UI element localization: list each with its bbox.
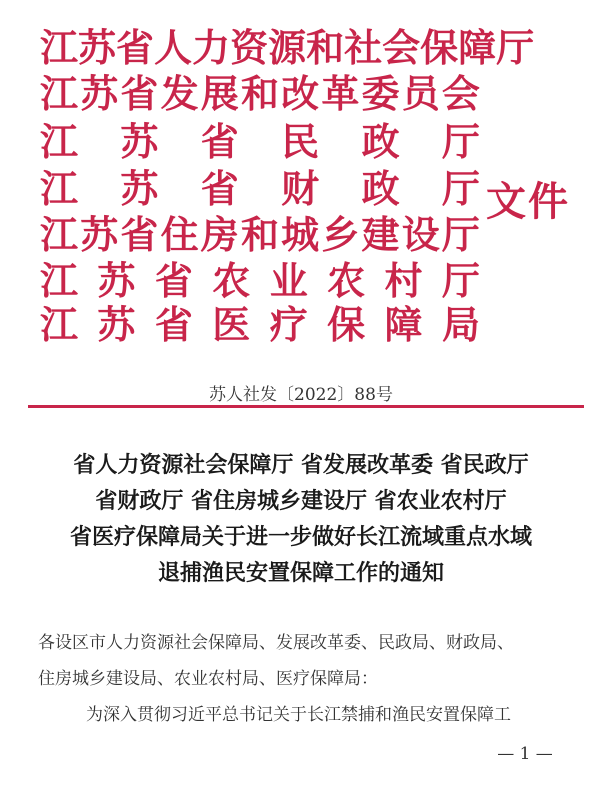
page-number: — 1 — bbox=[497, 744, 553, 764]
agency-char: 源 bbox=[268, 25, 307, 70]
agency-char: 乡 bbox=[321, 212, 360, 257]
agency-char: 省 bbox=[120, 71, 159, 116]
agency-char: 厅 bbox=[496, 25, 535, 70]
agency-char: 厅 bbox=[441, 119, 480, 164]
agency-char: 发 bbox=[160, 71, 199, 116]
document-number: 苏人社发〔2022〕88号 bbox=[209, 385, 393, 405]
agency-char: 员 bbox=[401, 71, 440, 116]
agency-name-3 bbox=[40, 120, 480, 164]
agency-char: 力 bbox=[192, 25, 231, 70]
agency-name-6 bbox=[40, 259, 480, 303]
agency-char: 财 bbox=[281, 166, 320, 211]
agency-char: 局 bbox=[441, 302, 480, 347]
agency-char: 厅 bbox=[441, 212, 480, 257]
agency-char: 村 bbox=[384, 258, 423, 303]
agency-char: 苏 bbox=[97, 302, 136, 347]
body-paragraph-line: 为深入贯彻习近平总书记关于长江禁捕和渔民安置保障工 bbox=[86, 705, 511, 725]
agency-char: 省 bbox=[120, 212, 159, 257]
agency-char: 厅 bbox=[441, 166, 480, 211]
agency-char: 江 bbox=[40, 71, 79, 116]
recipients-line-2: 住房城乡建设局、农业农村局、医疗保障局： bbox=[38, 669, 378, 689]
agency-char: 苏 bbox=[80, 71, 119, 116]
notice-title-line-1: 省人力资源社会保障厅 省发展改革委 省民政厅 bbox=[73, 452, 529, 478]
agency-char: 江 bbox=[40, 212, 79, 257]
agency-name-4 bbox=[40, 167, 480, 211]
notice-title-line-2: 省财政厅 省住房城乡建设厅 省农业农村厅 bbox=[95, 488, 507, 514]
agency-char: 业 bbox=[269, 258, 308, 303]
agency-char: 苏 bbox=[120, 119, 159, 164]
agency-char: 和 bbox=[240, 212, 279, 257]
agency-char: 苏 bbox=[78, 25, 117, 70]
agency-char: 障 bbox=[458, 25, 497, 70]
agency-char: 医 bbox=[212, 302, 251, 347]
agency-char: 江 bbox=[40, 166, 79, 211]
document-suffix: 文件 bbox=[486, 178, 570, 225]
agency-name-1 bbox=[40, 25, 535, 70]
agency-char: 苏 bbox=[80, 212, 119, 257]
agency-char: 会 bbox=[382, 25, 421, 70]
notice-title-line-3: 省医疗保障局关于进一步做好长江流域重点水域 bbox=[69, 524, 532, 550]
red-divider-line bbox=[28, 405, 584, 408]
agency-char: 农 bbox=[327, 258, 366, 303]
agency-char: 民 bbox=[281, 119, 320, 164]
agency-char: 设 bbox=[401, 212, 440, 257]
agency-char: 苏 bbox=[97, 258, 136, 303]
agency-char: 革 bbox=[321, 71, 360, 116]
agency-char: 厅 bbox=[441, 258, 480, 303]
agency-char: 江 bbox=[40, 258, 79, 303]
agency-name-2 bbox=[40, 72, 480, 116]
agency-char: 政 bbox=[361, 119, 400, 164]
agency-char: 疗 bbox=[269, 302, 308, 347]
agency-char: 省 bbox=[116, 25, 155, 70]
agency-char: 保 bbox=[327, 302, 366, 347]
agency-char: 委 bbox=[361, 71, 400, 116]
agency-char: 江 bbox=[40, 302, 79, 347]
agency-char: 城 bbox=[281, 212, 320, 257]
agency-char: 住 bbox=[160, 212, 199, 257]
notice-title-line-4: 退捕渔民安置保障工作的通知 bbox=[157, 560, 444, 586]
agency-char: 社 bbox=[344, 25, 383, 70]
agency-char: 省 bbox=[200, 166, 239, 211]
agency-char: 资 bbox=[230, 25, 269, 70]
agency-char: 省 bbox=[154, 302, 193, 347]
agency-name-7 bbox=[40, 303, 480, 347]
agency-char: 和 bbox=[240, 71, 279, 116]
agency-char: 障 bbox=[384, 302, 423, 347]
agency-char: 会 bbox=[441, 71, 480, 116]
agency-char: 改 bbox=[281, 71, 320, 116]
agency-name-5 bbox=[40, 213, 480, 257]
agency-char: 农 bbox=[212, 258, 251, 303]
agency-char: 保 bbox=[420, 25, 459, 70]
agency-char: 人 bbox=[154, 25, 193, 70]
agency-char: 省 bbox=[200, 119, 239, 164]
agency-char: 房 bbox=[200, 212, 239, 257]
agency-char: 江 bbox=[40, 119, 79, 164]
agency-char: 展 bbox=[200, 71, 239, 116]
recipients-line-1: 各设区市人力资源社会保障局、发展改革委、民政局、财政局、 bbox=[38, 633, 514, 653]
agency-char: 省 bbox=[154, 258, 193, 303]
agency-char: 江 bbox=[40, 25, 79, 70]
agency-char: 苏 bbox=[120, 166, 159, 211]
agency-char: 和 bbox=[306, 25, 345, 70]
agency-char: 政 bbox=[361, 166, 400, 211]
agency-char: 建 bbox=[361, 212, 400, 257]
